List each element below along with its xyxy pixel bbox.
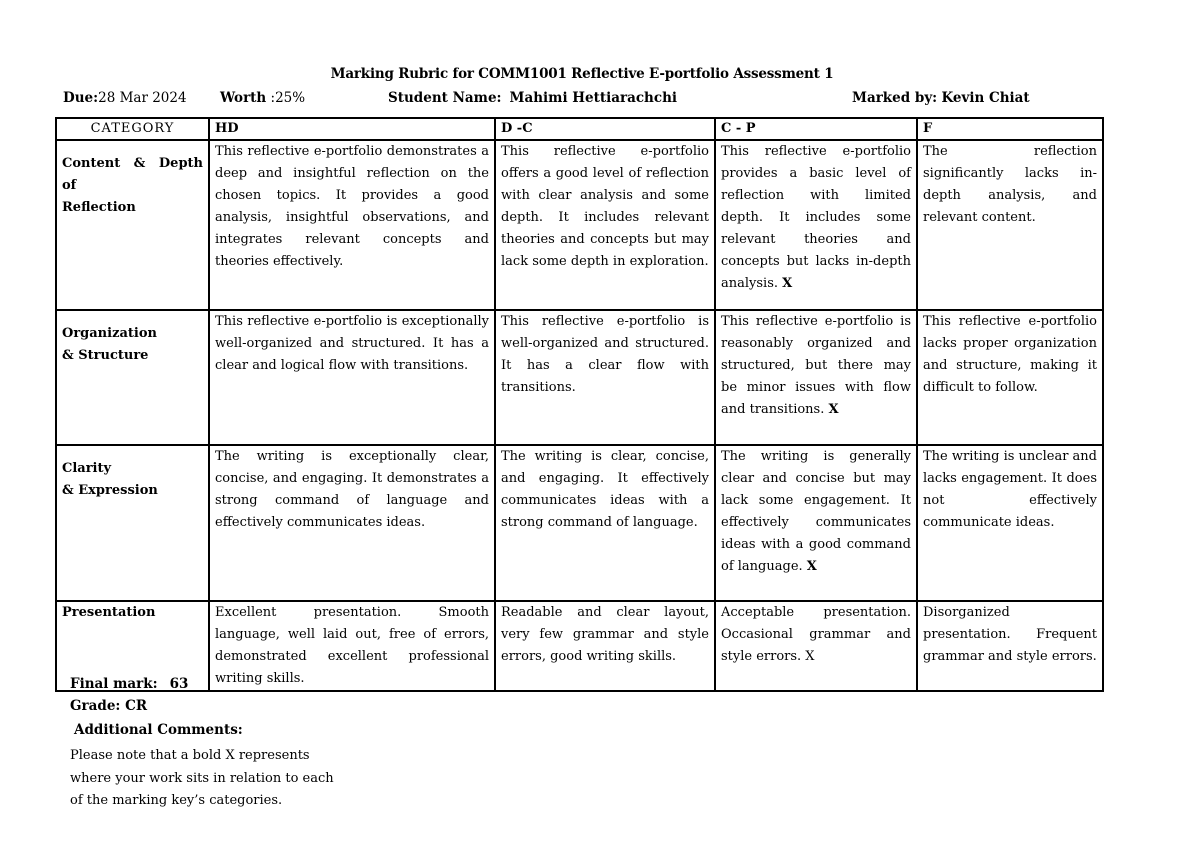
category-line1: Organization [62,326,157,341]
category-line2: & Structure [62,348,149,363]
row-clarity [56,445,1103,601]
worth [220,90,305,106]
category-cell [56,140,209,310]
selected-mark: X [806,559,817,574]
cp-cell [715,601,917,691]
final-mark-label: Final mark: [70,676,158,692]
f-cell: The writing is unclear and lacks engagement. It does not effectively communicate ideas. [917,445,1103,601]
final-mark [70,676,188,692]
hd-cell: This reflective e-portfolio is exceptionally well-organized and structured. It has a clear and logical flow with transitions. [209,310,495,445]
header-cp: C - P [715,118,917,140]
dc-cell: This reflective e-portfolio offers a good level of reflection with clear analysis and some depth. It includes relevant theories and concepts but may lack some depth in exploration. [495,140,715,310]
f-cell: The reflection significantly lacks in-depth analysis, and relevant content. [917,140,1103,310]
row-presentation [56,601,1103,691]
selected-mark: X [805,649,815,664]
due-label: Due: [63,90,99,106]
cp-text: The writing is generally clear and concise but may lack some engagement. It effectively communicates ideas with a good command of language. [721,449,911,574]
f-cell: This reflective e-portfolio lacks proper organization and structure, making it difficult to follow. [917,310,1103,445]
marked-label: Marked by: [852,90,938,106]
note-line: Please note that a bold X represents [70,748,310,763]
cp-cell [715,310,917,445]
dc-cell: Readable and clear layout, very few grammar and style errors, good writing skills. [495,601,715,691]
category-line1: Clarity [62,461,112,476]
category-cell [56,445,209,601]
f-cell: Disorganized presentation. Frequent grammar and style errors. [917,601,1103,691]
due-value: 28 Mar 2024 [98,90,187,106]
header-dc: D -C [495,118,715,140]
student-value: Mahimi Hettiarachchi [509,90,678,106]
hd-cell: Excellent presentation. Smooth language, well laid out, free of errors, demonstrated excellent professional writing skills. [209,601,495,691]
worth-label: Worth [220,90,267,106]
student-name [388,90,677,106]
grade: Grade: CR [70,698,148,714]
selected-mark: X [828,402,839,417]
header-category: CATEGORY [56,118,209,140]
cp-text: This reflective e-portfolio provides a basic level of reflection with limited depth. It includes some relevant theories and concepts but lacks in-depth analysis. [721,144,911,291]
row-organization [56,310,1103,445]
dc-cell: The writing is clear, concise, and engaging. It effectively communicates ideas with a strong command of language. [495,445,715,601]
cp-cell [715,140,917,310]
marked-by [852,90,1030,106]
additional-comments-label: Additional Comments: [74,722,243,738]
selected-mark: X [782,276,793,291]
category-line2: Reflection [62,200,136,215]
dc-cell: This reflective e-portfolio is well-organized and structured. It has a clear flow with transitions. [495,310,715,445]
cp-text: This reflective e-portfolio is reasonably organized and structured, but there may be minor issues with flow and transitions. [721,314,911,417]
row-content-depth [56,140,1103,310]
category-line2: & Expression [62,483,158,498]
document-title: Marking Rubric for COMM1001 Reflective E-portfolio Assessment 1 [330,66,834,82]
header-hd: HD [209,118,495,140]
rubric-table [55,117,1104,692]
worth-value: :25% [270,90,306,106]
header-row [56,118,1103,140]
cp-cell [715,445,917,601]
student-label: Student Name: [388,90,502,106]
note-line: where your work sits in relation to each [70,770,334,786]
category-cell: Presentation [56,601,209,691]
cp-text: Acceptable presentation. Occasional grammar and style errors. [721,605,911,664]
hd-cell: This reflective e-portfolio demonstrates a deep and insightful reflection on the chosen topics. It provides a good analysis, insightful observations, and integrates relevant concepts and theories effectively. [209,140,495,310]
comments-note [70,745,334,813]
marked-value: Kevin Chiat [941,90,1030,106]
header-f: F [917,118,1103,140]
hd-cell: The writing is exceptionally clear, concise, and engaging. It demonstrates a strong command of language and effectively communicates ideas. [209,445,495,601]
category-cell [56,310,209,445]
due-date [63,90,187,106]
category-line1: Content & Depth of [62,156,203,193]
note-line: of the marking key’s categories. [70,793,283,808]
final-mark-value: 63 [169,676,189,692]
